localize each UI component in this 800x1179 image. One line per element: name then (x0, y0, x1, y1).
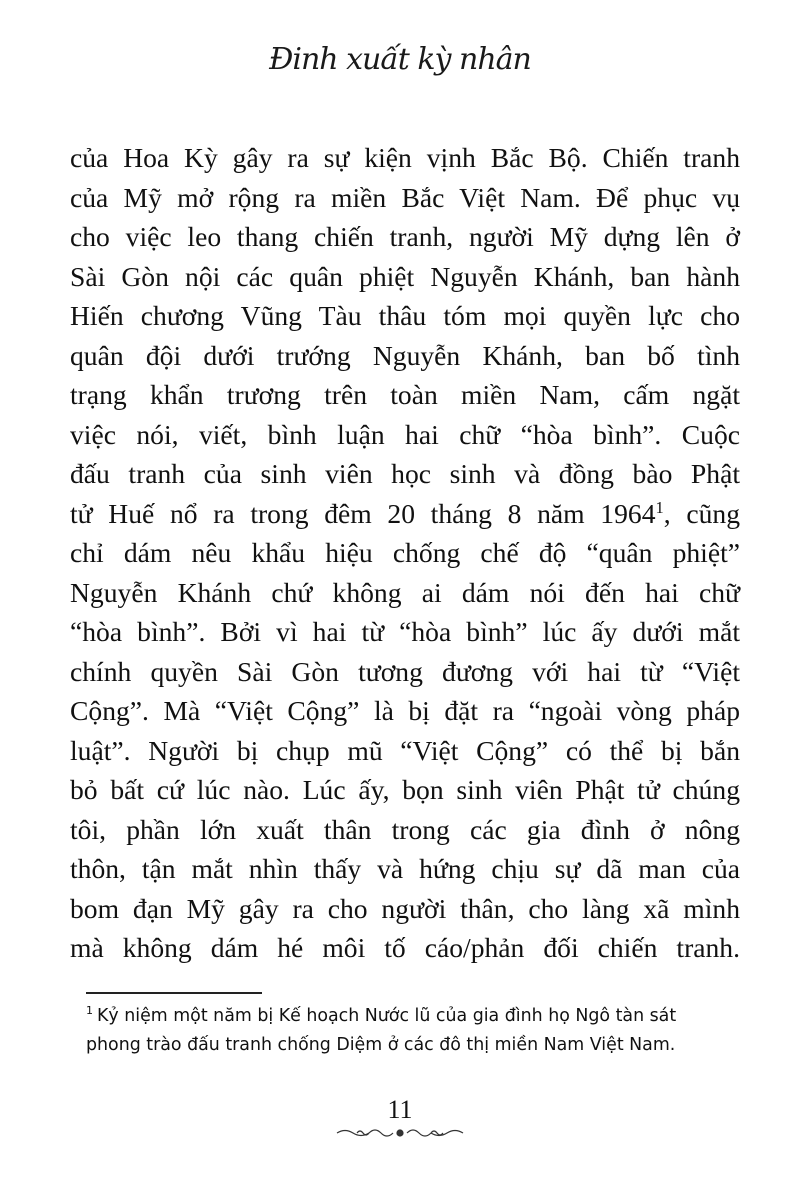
text-line: cho việc leo thang chiến tranh, người Mỹ dựng lên ở (70, 221, 740, 252)
text-line: Nguyễn Khánh chứ không ai dám nói đến hai chữ (70, 576, 740, 608)
text-line: mà không dám hé môi tố cáo/phản đối chiến tranh. (70, 932, 740, 963)
footnote-line: phong trào đấu tranh chống Diệm ở các đô thị miền Nam Việt Nam. (86, 1035, 676, 1055)
text-line: chỉ dám nêu khẩu hiệu chống chế độ “quân phiệt” (70, 537, 740, 568)
text-line: Hiến chương Vũng Tàu thâu tóm mọi quyền lực cho (70, 300, 740, 331)
footnote-reference[interactable]: 1 (655, 497, 664, 517)
footnote-marker: 1 (86, 1004, 93, 1018)
footnote (86, 1002, 726, 1060)
text-line: quân đội dưới trướng Nguyễn Khánh, ban bố tình (70, 339, 740, 371)
text-line: việc nói, viết, bình luận hai chữ “hòa bình”. Cuộc (70, 418, 740, 450)
ornament-flourish-icon (335, 1126, 465, 1140)
text-line: thôn, tận mắt nhìn thấy và hứng chịu sự dã man của (70, 853, 740, 884)
text-line: chính quyền Sài Gòn tương đương với hai từ “Việt (70, 655, 740, 687)
text-segment: tử Huế nổ ra trong đêm 20 tháng 8 năm 1964 (70, 497, 656, 529)
text-line: trạng khẩn trương trên toàn miền Nam, cấm ngặt (70, 379, 740, 410)
text-line: bom đạn Mỹ gây ra cho người thân, cho làng xã mình (70, 892, 740, 924)
text-line: “hòa bình”. Bởi vì hai từ “hòa bình” lúc ấy dưới mắt (70, 616, 740, 647)
text-line: luật”. Người bị chụp mũ “Việt Cộng” có thể bị bắn (70, 734, 740, 766)
text-line: của Hoa Kỳ gây ra sự kiện vịnh Bắc Bộ. Chiến tranh (70, 142, 740, 173)
page-number: 11 (387, 1095, 413, 1124)
text-segment: , cũng (663, 497, 740, 529)
text-line-with-footnote (70, 494, 740, 534)
footnote-line (86, 1002, 726, 1031)
text-line: bỏ bất cứ lúc nào. Lúc ấy, bọn sinh viên Phật tử chúng (70, 774, 740, 805)
text-line: đấu tranh của sinh viên học sinh và đồng bào Phật (70, 458, 740, 489)
footnote-divider (86, 992, 262, 994)
text-line: tôi, phần lớn xuất thân trong các gia đình ở nông (70, 813, 740, 845)
text-line: của Mỹ mở rộng ra miền Bắc Việt Nam. Để phục vụ (70, 181, 740, 213)
footnote-text: Kỷ niệm một năm bị Kế hoạch Nước lũ của gia đình họ Ngô tàn sát (97, 1006, 677, 1026)
text-line: Cộng”. Mà “Việt Cộng” là bị đặt ra “ngoài vòng pháp (70, 695, 740, 726)
text-line: Sài Gòn nội các quân phiệt Nguyễn Khánh, ban hành (70, 260, 740, 292)
running-title: Đinh xuất kỳ nhân (269, 42, 531, 77)
body-text (70, 138, 740, 968)
